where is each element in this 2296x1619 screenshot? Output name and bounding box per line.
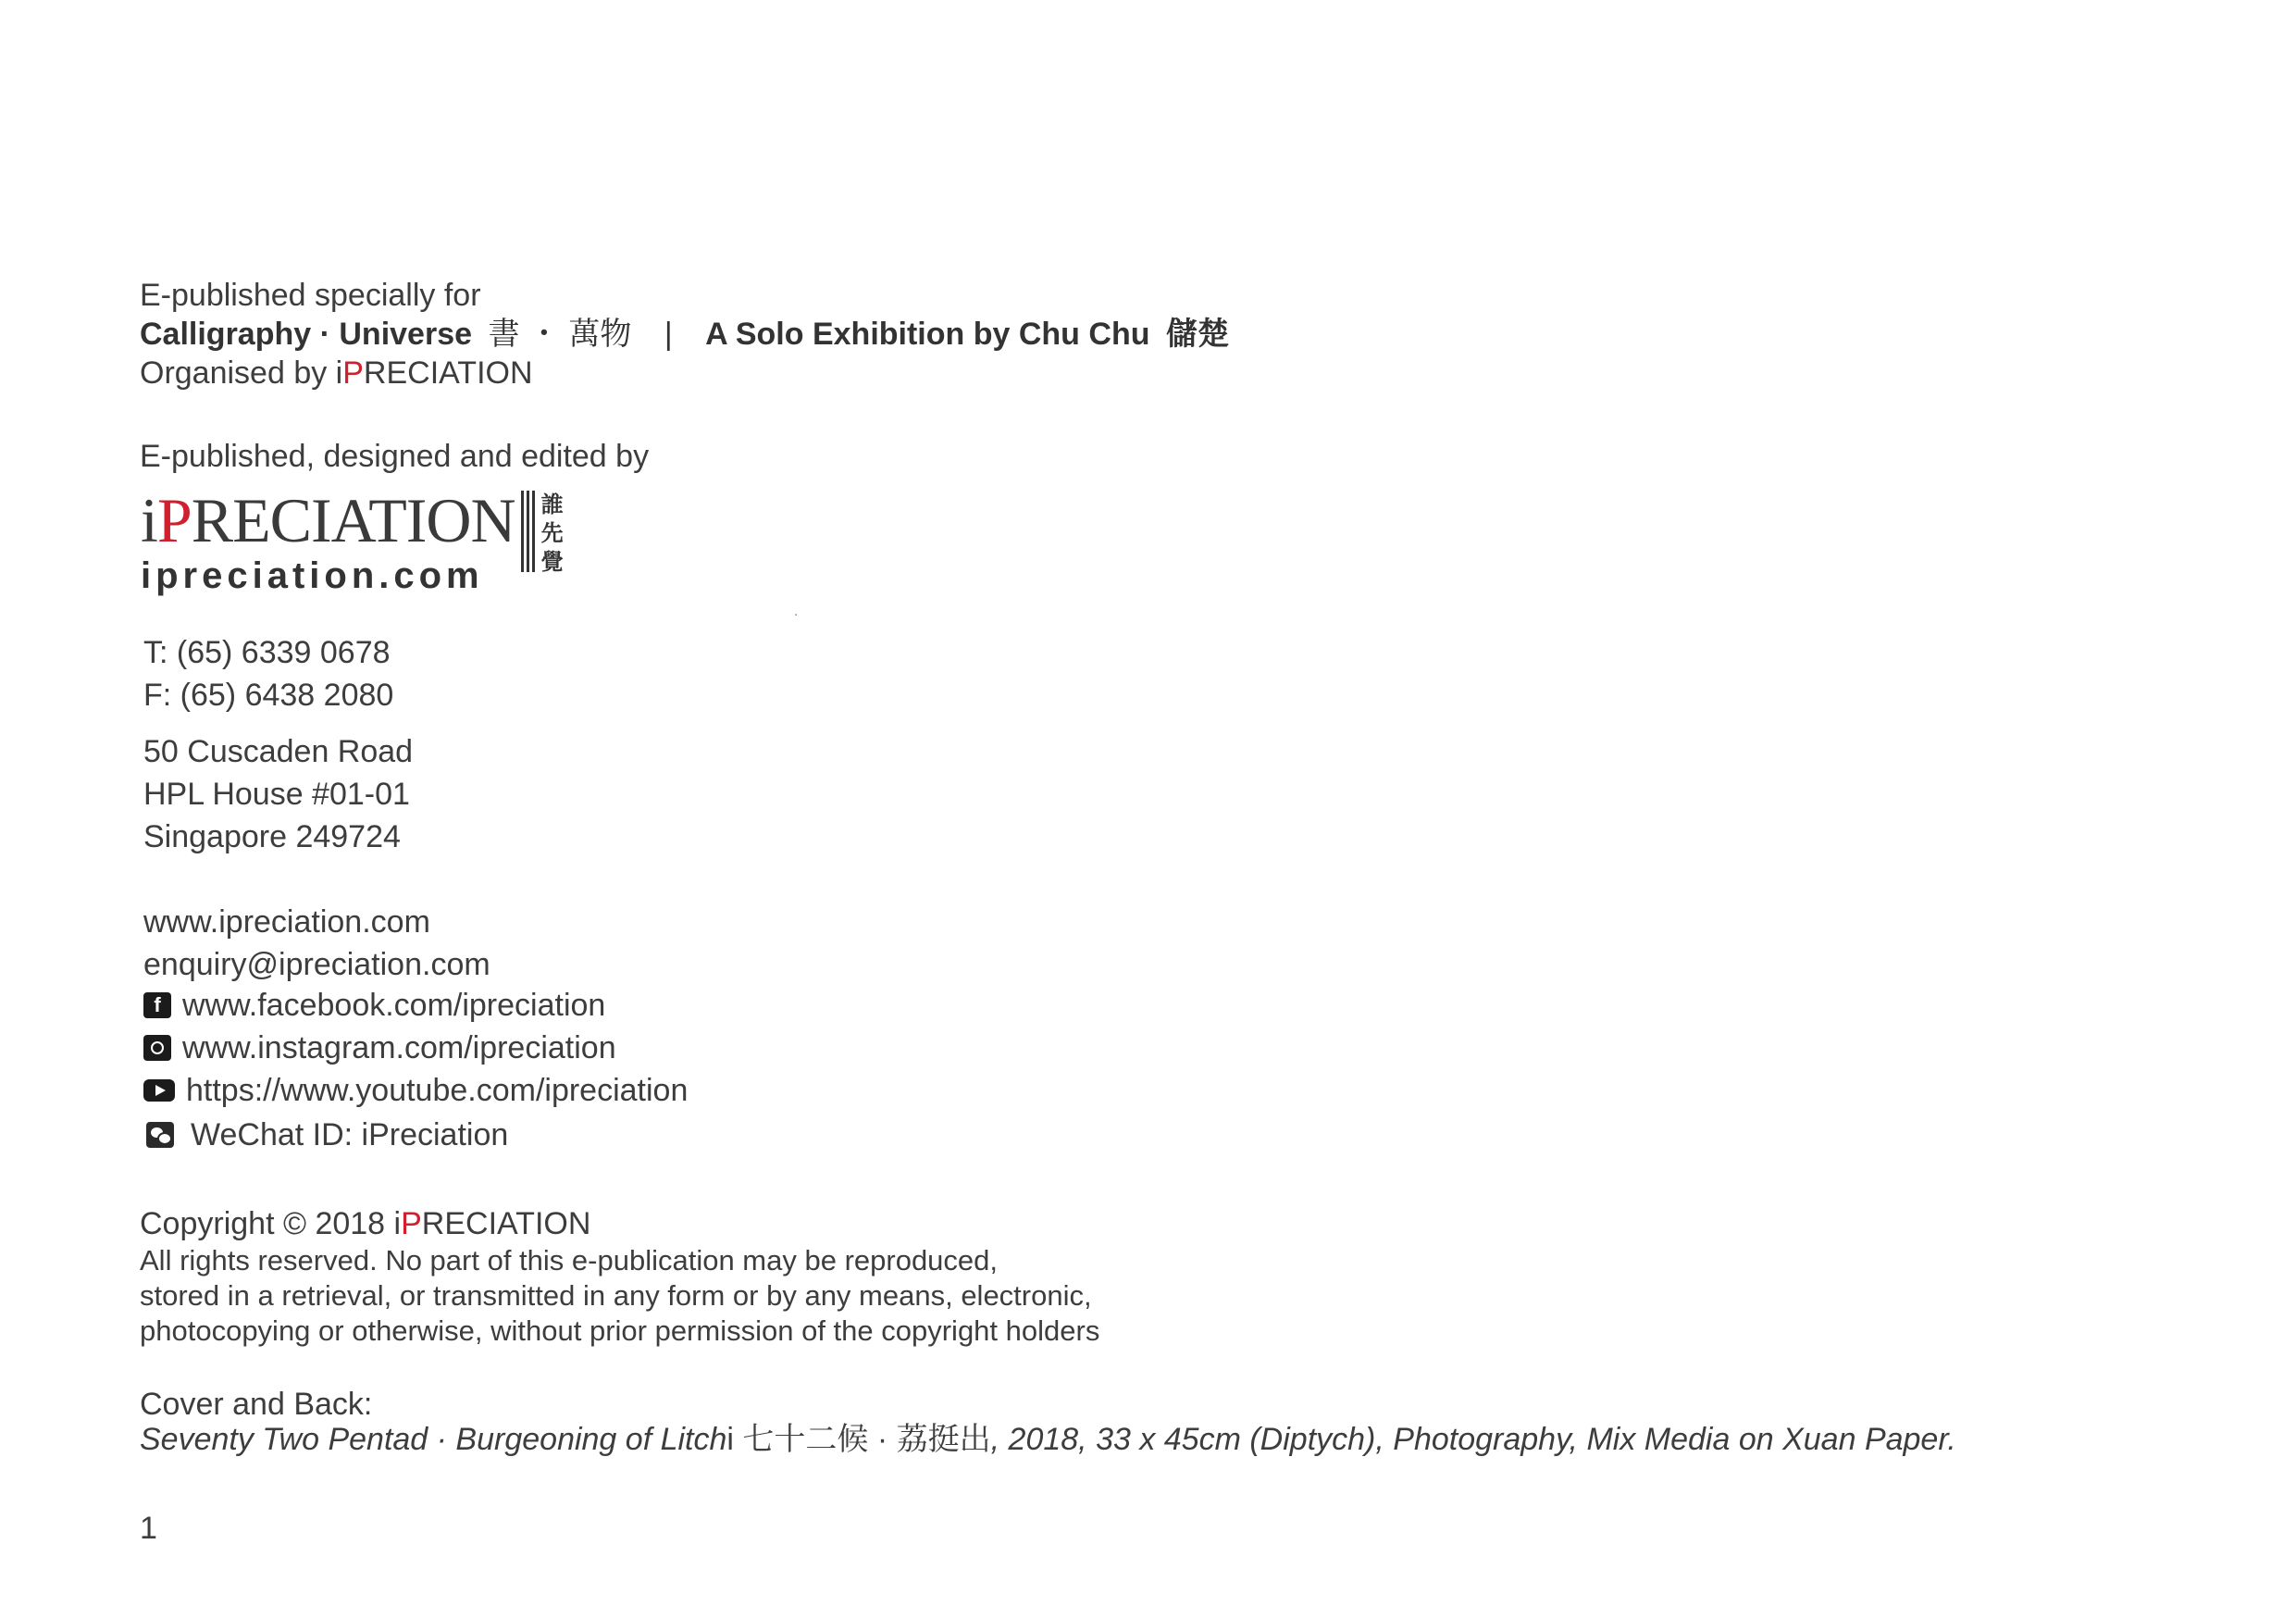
intro-text: E-published specially for (140, 278, 481, 313)
email-link[interactable]: enquiry@ipreciation.com (143, 947, 490, 982)
instagram-row[interactable] (143, 1032, 616, 1064)
title-en-part2: A Solo Exhibition by Chu Chu (705, 317, 1150, 352)
instagram-icon (143, 1035, 171, 1061)
brand-p: P (342, 355, 364, 391)
facebook-row[interactable] (143, 990, 605, 1021)
page-number: 1 (140, 1511, 157, 1546)
cover-details: , 2018, 33 x 45cm (Diptych), Photography, Mix Media on Xuan Paper. (990, 1422, 1956, 1457)
title-cjk: 書 ・ 萬物 (488, 317, 632, 352)
wechat-icon (146, 1122, 174, 1148)
logo-wordmark: iPRECIATION (141, 485, 515, 555)
rights-text (140, 1243, 1099, 1349)
copyright-prefix: Copyright © 2018 (140, 1206, 394, 1241)
rights-line-1: All rights reserved. No part of this e-publication may be reproduced, (140, 1244, 999, 1277)
cover-title-cjk: i 七十二候 · 荔挺出 (726, 1422, 991, 1457)
rights-line-2: stored in a retrieval, or transmitted in any form or by any means, electronic, (140, 1279, 1092, 1312)
address-line-2: HPL House #01-01 (143, 777, 410, 812)
website-link[interactable]: www.ipreciation.com (143, 904, 430, 940)
title-en-part1: Calligraphy · Universe (140, 317, 473, 352)
wechat-row (146, 1119, 508, 1151)
youtube-link[interactable]: https://www.youtube.com/ipreciation (186, 1073, 689, 1108)
copyright-brand-i: i (393, 1206, 402, 1241)
copyright-line (140, 1208, 590, 1239)
fax-number: F: (65) 6438 2080 (143, 678, 394, 713)
youtube-row[interactable] (143, 1075, 688, 1106)
cover-caption (140, 1424, 1956, 1455)
logo-cjk: 誰 先 覺 (540, 492, 564, 575)
logo-bars (521, 491, 535, 572)
brand-rest: RECIATION (363, 355, 533, 391)
organiser-line (140, 357, 533, 389)
publisher-label: E-published, designed and edited by (140, 439, 650, 474)
title-separator: | (664, 317, 673, 352)
youtube-icon (143, 1079, 175, 1102)
cover-label: Cover and Back: (140, 1387, 373, 1422)
artist-cjk: 儲楚 (1165, 317, 1229, 352)
wechat-id: WeChat ID: iPreciation (191, 1117, 509, 1152)
copyright-brand-p: P (401, 1206, 422, 1241)
cover-title: Seventy Two Pentad · Burgeoning of Litch (140, 1422, 727, 1457)
copyright-brand-rest: RECIATION (421, 1206, 591, 1241)
logo-url: ipreciation.com (141, 555, 484, 596)
phone-number: T: (65) 6339 0678 (143, 635, 391, 670)
instagram-link[interactable]: www.instagram.com/ipreciation (182, 1030, 616, 1065)
brand-i: i (335, 355, 343, 391)
rights-line-3: photocopying or otherwise, without prior permission of the copyright holders (140, 1314, 1100, 1347)
address-line-3: Singapore 249724 (143, 819, 401, 854)
facebook-icon: f (143, 992, 171, 1018)
organised-prefix: Organised by (140, 355, 336, 391)
stray-dot: . (794, 604, 799, 619)
exhibition-title (140, 318, 1229, 350)
address-line-1: 50 Cuscaden Road (143, 734, 414, 769)
ipreciation-logo (141, 485, 565, 596)
facebook-link[interactable]: www.facebook.com/ipreciation (182, 988, 606, 1023)
